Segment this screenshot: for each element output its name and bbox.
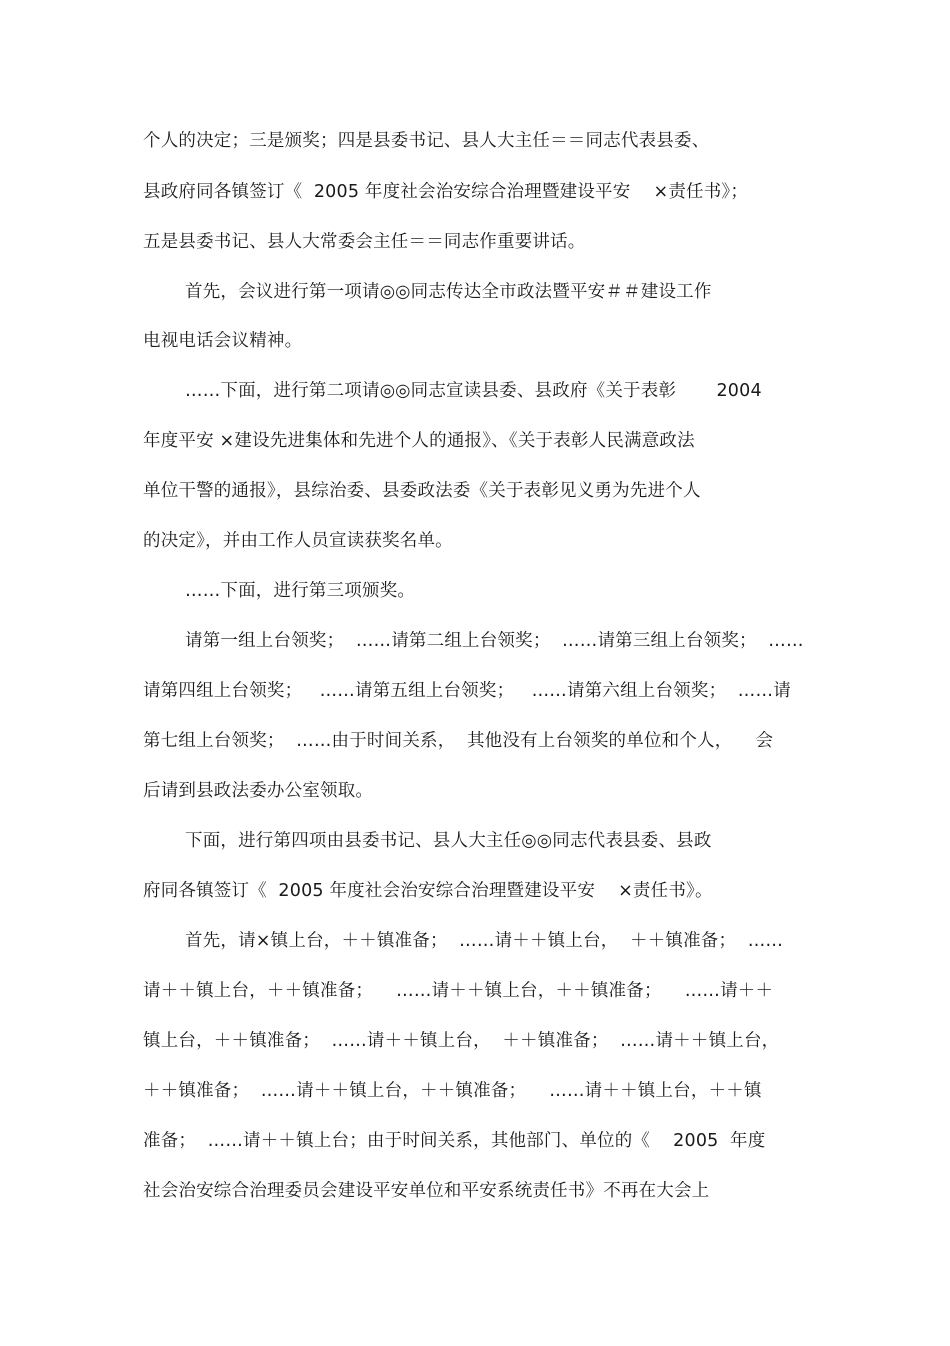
paragraph-first-line: 首先，请×镇上台，＋＋镇准备； ……请＋＋镇上台， ＋＋镇准备； …… [185, 931, 784, 951]
paragraph-first-line: ……下面，进行第三项颁奖。 [185, 581, 416, 601]
text-line: 县政府同各镇签订《 2005 年度社会治安综合治理暨建设平安 ×责任书》； [143, 182, 749, 202]
text-line: 个人的决定；三是颁奖；四是县委书记、县人大主任＝＝同志代表县委、 [143, 131, 710, 151]
text-line: 镇上台，＋＋镇准备； ……请＋＋镇上台， ＋＋镇准备； ……请＋＋镇上台， [143, 1031, 780, 1051]
text-line: 年度平安 ×建设先进集体和先进个人的通报》、《关于表彰人民满意政法 [143, 431, 695, 451]
text-line: 府同各镇签订《 2005 年度社会治安综合治理暨建设平安 ×责任书》。 [143, 881, 713, 901]
paragraph-first-line: 请第一组上台领奖； ……请第二组上台领奖； ……请第三组上台领奖； …… [185, 631, 804, 651]
text-line: 电视电话会议精神。 [143, 331, 303, 351]
text-line: 请第四组上台领奖； ……请第五组上台领奖； ……请第六组上台领奖； ……请 [143, 681, 791, 701]
text-line: ＋＋镇准备； ……请＋＋镇上台，＋＋镇准备； ……请＋＋镇上台，＋＋镇 [143, 1081, 762, 1101]
text-line: 的决定》，并由工作人员宣读获奖名单。 [143, 531, 453, 551]
text-line: 准备； ……请＋＋镇上台；由于时间关系，其他部门、单位的《 2005 年度 [143, 1131, 766, 1151]
text-line: 后请到县政法委办公室领取。 [143, 781, 374, 801]
text-line: 单位干警的通报》，县综治委、县委政法委《关于表彰见义勇为先进个人 [143, 481, 701, 501]
text-line: 五是县委书记、县人大常委会主任＝＝同志作重要讲话。 [143, 232, 586, 252]
paragraph-first-line: 首先，会议进行第一项请◎◎同志传达全市政法暨平安＃＃建设工作 [185, 282, 712, 302]
paragraph-first-line: ……下面，进行第二项请◎◎同志宣读县委、县政府《关于表彰 2004 [185, 381, 762, 401]
paragraph-first-line: 下面，进行第四项由县委书记、县人大主任◎◎同志代表县委、县政 [185, 831, 712, 851]
text-line: 第七组上台领奖； ……由于时间关系， 其他没有上台领奖的单位和个人， 会 [143, 731, 774, 751]
text-line: 社会治安综合治理委员会建设平安单位和平安系统责任书》不再在大会上 [143, 1181, 710, 1201]
text-line: 请＋＋镇上台，＋＋镇准备； ……请＋＋镇上台，＋＋镇准备； ……请＋＋ [143, 981, 774, 1001]
